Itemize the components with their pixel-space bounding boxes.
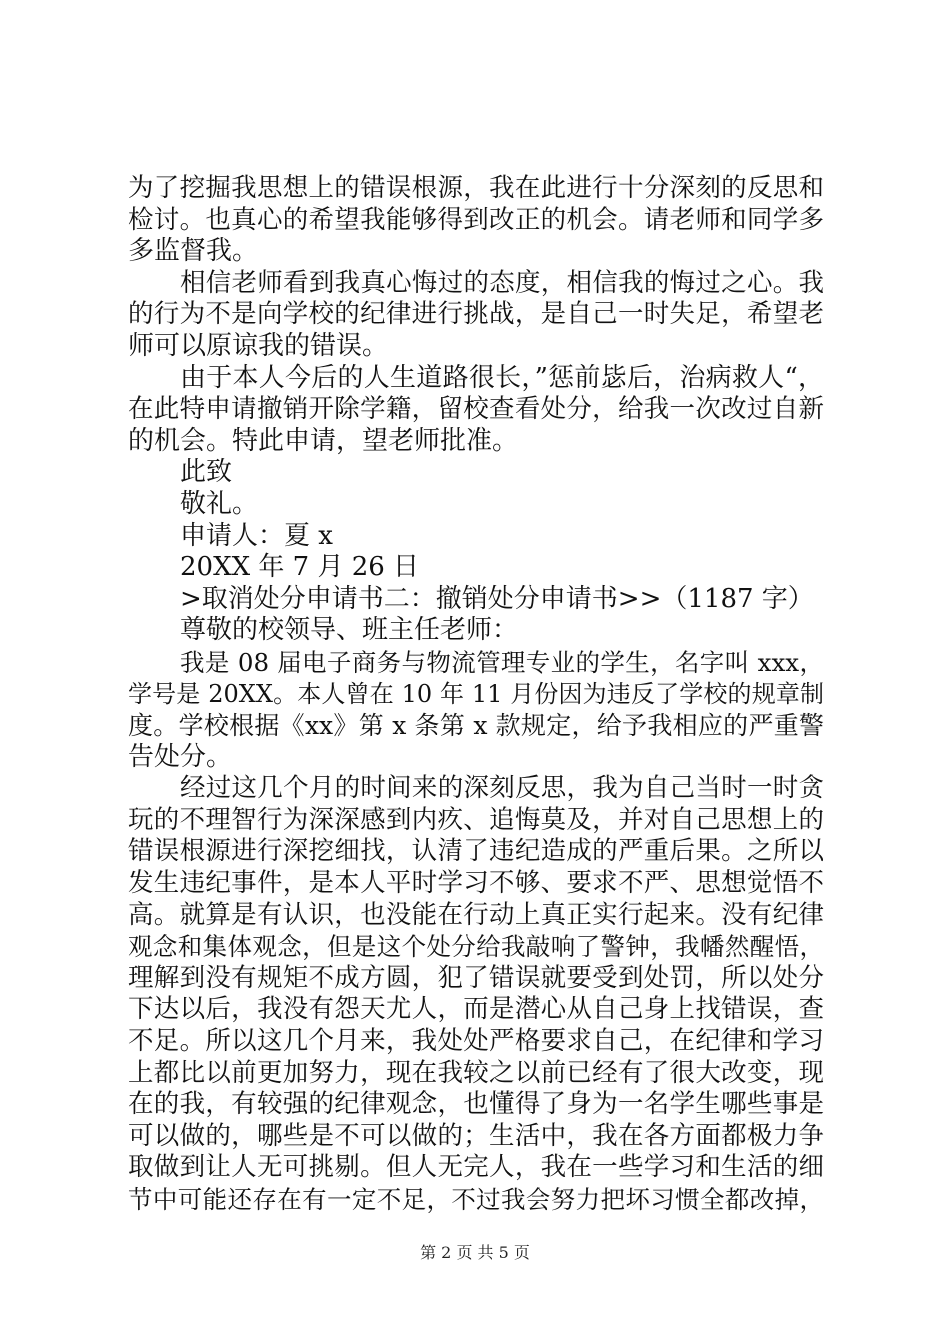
text-line: 在的我，有较强的纪律观念，也懂得了身为一名学生哪些事是 (128, 1089, 824, 1120)
text-line: 上都比以前更加努力，现在我较之以前已经有了很大改变，现 (128, 1057, 824, 1088)
text-line: 错误根源进行深挖细找，认清了违纪造成的严重后果。之所以 (128, 836, 824, 867)
page-footer: 第 2 页 共 5 页 (420, 1243, 530, 1262)
text-line: 下达以后，我没有怨天尤人，而是潜心从自己身上找错误，查 (128, 994, 824, 1025)
text-line: 可以做的，哪些是不可以做的；生活中，我在各方面都极力争 (128, 1120, 824, 1151)
text-line: 玩的不理智行为深深感到内疚、追悔莫及，并对自己思想上的 (128, 804, 824, 835)
text-line: 度。学校根据《xx》第 x 条第 x 款规定，给予我相应的严重警 (128, 711, 824, 741)
text-line: 取做到让人无可挑剔。但人无完人，我在一些学习和生活的细 (128, 1152, 824, 1183)
text-line: 申请人：夏 x (180, 520, 333, 551)
text-line: 在此特申请撤销开除学籍，留校查看处分，给我一次改过自新 (128, 394, 824, 425)
document-body (128, 173, 824, 1216)
text-line: 经过这几个月的时间来的深刻反思，我为自己当时一时贪 (180, 773, 824, 804)
text-line: 尊敬的校领导、班主任老师： (180, 615, 519, 646)
text-line: 发生违纪事件，是本人平时学习不够、要求不严、思想觉悟不 (128, 868, 824, 899)
text-line: 我是 08 届电子商务与物流管理专业的学生，名字叫 xxx， (180, 647, 824, 677)
text-line: 的机会。特此申请，望老师批准。 (128, 425, 519, 456)
text-line: 师可以原谅我的错误。 (128, 330, 389, 361)
text-line: >取消处分申请书二：撤销处分申请书>>（1187 字） (180, 583, 814, 614)
text-line: 此致 (180, 457, 233, 488)
text-line: 学号是 20XX。本人曾在 10 年 11 月份因为违反了学校的规章制 (128, 679, 824, 708)
text-line: 告处分。 (128, 741, 233, 772)
text-line: 由于本人今后的人生道路很长，”惩前毖后，治病救人“， (180, 362, 824, 393)
text-line: 20XX 年 7 月 26 日 (180, 552, 420, 583)
text-line: 相信老师看到我真心悔过的态度，相信我的悔过之心。我 (180, 267, 824, 298)
text-line: 的行为不是向学校的纪律进行挑战，是自己一时失足，希望老 (128, 299, 824, 330)
text-line: 不足。所以这几个月来，我处处严格要求自己，在纪律和学习 (128, 1026, 824, 1057)
text-line: 理解到没有规矩不成方圆，犯了错误就要受到处罚，所以处分 (128, 962, 824, 993)
text-line: 敬礼。 (180, 488, 259, 519)
text-line: 观念和集体观念，但是这个处分给我敲响了警钟，我幡然醒悟， (128, 932, 824, 962)
text-line: 为了挖掘我思想上的错误根源，我在此进行十分深刻的反思和 (128, 173, 824, 203)
text-line: 节中可能还存在有一定不足，不过我会努力把坏习惯全都改掉， (128, 1185, 824, 1214)
text-line: 检讨。也真心的希望我能够得到改正的机会。请老师和同学多 (128, 204, 824, 235)
text-line: 多监督我。 (128, 236, 259, 267)
text-line: 高。就算是有认识，也没能在行动上真正实行起来。没有纪律 (128, 899, 824, 930)
